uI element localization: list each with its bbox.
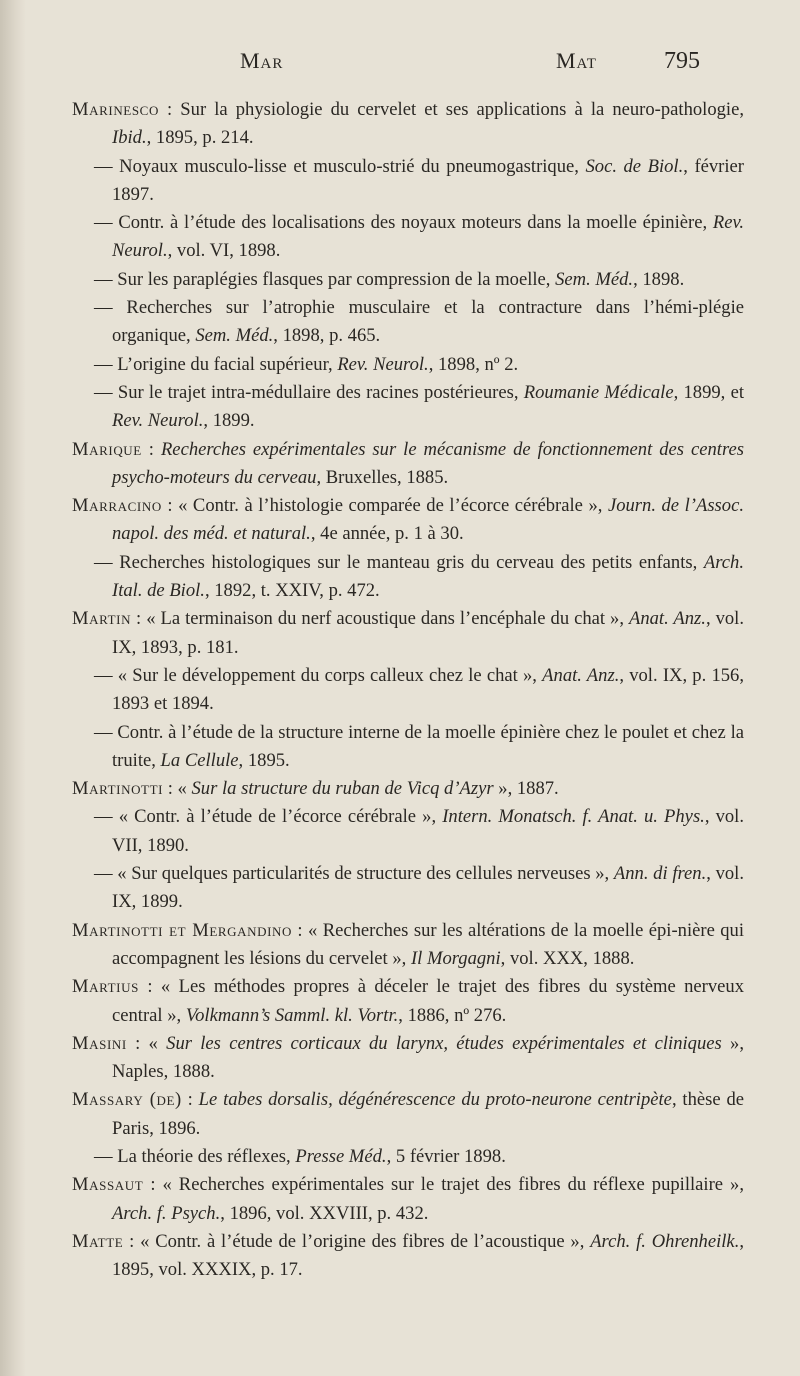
citation-text: : « Recherches sur les altérations de la moelle épi-nière qui accompagnent les lésions du cervelet », bbox=[112, 919, 745, 969]
bibliography-subentry bbox=[72, 294, 744, 351]
citation-text: , 1899, et bbox=[673, 381, 745, 403]
citation-text: , 1898, nº 2. bbox=[428, 353, 519, 375]
citation-text: : « bbox=[163, 778, 192, 800]
citation-text: : bbox=[181, 1089, 199, 1111]
citation-text: , 4e année, p. 1 à 30. bbox=[310, 523, 464, 545]
page-edge-shadow bbox=[0, 0, 26, 1376]
citation-text: , 5 février 1898. bbox=[386, 1145, 506, 1167]
work-title: Soc. de Biol. bbox=[585, 155, 684, 177]
citation-text: , 1895, p. 214. bbox=[146, 127, 254, 149]
citation-text: — Noyaux musculo-lisse et musculo-strié du pneumogastrique, bbox=[94, 155, 586, 177]
work-title: Volkmann’s Samml. kl. Vortr. bbox=[185, 1004, 399, 1026]
author-name: Marique bbox=[72, 438, 142, 460]
citation-text: : « Recherches expérimentales sur le trajet des fibres du réflexe pupillaire », bbox=[143, 1174, 744, 1196]
bibliography-subentry bbox=[72, 549, 744, 606]
citation-text: — Contr. à l’étude de la structure interne de la moelle épinière chez le poulet et chez la truite, bbox=[94, 721, 744, 771]
bibliography-entry bbox=[72, 1171, 744, 1228]
work-title: Recherches expérimentales sur le mécanisme de fonctionnement des centres psycho-moteurs du cerveau bbox=[112, 438, 744, 488]
bibliography-entry bbox=[72, 1030, 744, 1087]
citation-text: , 1895. bbox=[238, 749, 290, 771]
citation-text: , Bruxelles, 1885. bbox=[316, 466, 449, 488]
citation-text: , 1899. bbox=[203, 410, 255, 432]
bibliography-subentry bbox=[72, 803, 744, 860]
citation-text: — Sur les paraplégies flasques par compression de la moelle, bbox=[94, 268, 556, 290]
work-title: Presse Méd. bbox=[295, 1145, 387, 1167]
citation-text: — Contr. à l’étude des localisations des noyaux moteurs dans la moelle épinière, bbox=[94, 212, 713, 234]
citation-text: — Sur le trajet intra-médullaire des racines postérieures, bbox=[94, 381, 524, 403]
citation-text: , 1898, p. 465. bbox=[273, 325, 381, 347]
citation-text: , février 1897. bbox=[112, 155, 744, 205]
citation-text: , vol. IX, 1899. bbox=[112, 863, 744, 913]
citation-text: , thèse de Paris, 1896. bbox=[112, 1089, 744, 1139]
bibliography-subentry bbox=[72, 266, 744, 294]
bibliography-subentry bbox=[72, 719, 744, 776]
bibliography-subentry bbox=[72, 379, 744, 436]
citation-text: : Sur la physiologie du cervelet et ses applications à la neuro-pathologie, bbox=[158, 99, 744, 120]
citation-text: — L’origine du facial supérieur, bbox=[94, 353, 338, 375]
work-title: Anat. Anz. bbox=[628, 608, 706, 630]
citation-text: , 1896, vol. XXVIII, p. 432. bbox=[220, 1202, 429, 1224]
citation-text: , vol. VI, 1898. bbox=[167, 240, 281, 262]
bibliography-entry bbox=[72, 492, 744, 549]
work-title: Il Morgagni bbox=[410, 947, 501, 969]
page-number: 795 bbox=[664, 48, 700, 74]
bibliography-entry bbox=[72, 1228, 744, 1285]
author-name: Masini bbox=[72, 1032, 127, 1054]
bibliography-subentry bbox=[72, 1143, 744, 1171]
work-title: Intern. Monatsch. f. Anat. u. Phys. bbox=[442, 806, 705, 828]
work-title: Sem. Méd. bbox=[555, 268, 634, 290]
work-title: Arch. f. Psych. bbox=[112, 1202, 221, 1224]
work-title: Arch. Ital. de Biol. bbox=[112, 551, 744, 602]
bibliography-entry bbox=[72, 775, 744, 803]
citation-text: : « Contr. à l’histologie comparée de l’écorce cérébrale », bbox=[161, 495, 608, 517]
citation-text: — « Sur le développement du corps calleux chez le chat », bbox=[94, 664, 543, 686]
citation-text: — « Contr. à l’étude de l’écorce cérébrale », bbox=[94, 806, 443, 828]
work-title: Roumanie Médicale bbox=[523, 381, 674, 403]
work-title: Sur les centres corticaux du larynx, études expérimentales et cliniques bbox=[166, 1032, 722, 1054]
bibliography-subentry bbox=[72, 209, 744, 266]
bibliography-subentry bbox=[72, 351, 744, 379]
running-header bbox=[0, 48, 800, 88]
work-title: Le tabes dorsalis, dégénérescence du proto-neurone centripète bbox=[198, 1089, 672, 1111]
citation-text: », 1887. bbox=[493, 778, 559, 800]
author-name: Marracino bbox=[72, 495, 162, 517]
work-title: La Cellule bbox=[160, 749, 239, 771]
bibliography-subentry bbox=[72, 662, 744, 719]
citation-text: : bbox=[141, 438, 161, 460]
citation-text: , vol. XXX, 1888. bbox=[500, 947, 635, 969]
citation-text: », Naples, 1888. bbox=[112, 1032, 744, 1083]
citation-text: , 1895, vol. XXXIX, p. 17. bbox=[112, 1230, 744, 1281]
citation-text: : « La terminaison du nerf acoustique dans l’encéphale du chat », bbox=[131, 608, 629, 630]
citation-text: : « bbox=[126, 1032, 167, 1054]
author-name: Marinesco bbox=[72, 99, 159, 120]
work-title: Ibid. bbox=[112, 127, 147, 149]
work-title: Anat. Anz. bbox=[542, 664, 620, 686]
work-title: Sur la structure du ruban de Vicq d’Azyr bbox=[191, 778, 494, 800]
citation-text: , 1892, t. XXIV, p. 472. bbox=[204, 580, 380, 602]
citation-text: — Recherches sur l’atrophie musculaire et la contracture dans l’hémi-plégie organique, bbox=[94, 297, 744, 347]
bibliography-entry bbox=[72, 436, 744, 493]
author-name: Martinotti et Mergandino bbox=[72, 919, 292, 941]
work-title: Sem. Méd. bbox=[195, 325, 274, 347]
citation-text: , 1886, nº 276. bbox=[398, 1004, 507, 1026]
citation-text: — La théorie des réflexes, bbox=[94, 1145, 296, 1167]
citation-text: : « Les méthodes propres à déceler le trajet des fibres du système nerveux central », bbox=[112, 976, 744, 1026]
bibliography-entry bbox=[72, 605, 744, 662]
work-title: Rev. Neurol. bbox=[337, 353, 429, 375]
bibliography-entry bbox=[72, 917, 744, 974]
citation-text: — « Sur quelques particularités de structure des cellules nerveuses », bbox=[94, 863, 614, 885]
bibliography-list bbox=[72, 96, 744, 1284]
bibliography-subentry bbox=[72, 153, 744, 210]
bibliography-entry bbox=[72, 1086, 744, 1143]
running-head-right: Mat bbox=[556, 48, 597, 73]
bibliography-entry bbox=[72, 973, 744, 1030]
work-title: Rev. Neurol. bbox=[112, 410, 204, 432]
bibliography-subentry bbox=[72, 860, 744, 917]
author-name: Martius bbox=[72, 976, 139, 998]
author-name: Martinotti bbox=[72, 778, 164, 800]
citation-text: , 1898. bbox=[633, 268, 685, 290]
work-title: Journ. de l’Assoc. napol. des méd. et natural. bbox=[112, 495, 744, 545]
bibliography-entry bbox=[72, 96, 744, 153]
running-head-left: Mar bbox=[240, 48, 284, 73]
citation-text: — Recherches histologiques sur le manteau gris du cerveau des petits enfants, bbox=[94, 551, 704, 573]
author-name: Massaut bbox=[72, 1174, 144, 1196]
work-title: Rev. Neurol. bbox=[112, 212, 744, 262]
citation-text: , vol. IX, p. 156, 1893 et 1894. bbox=[112, 664, 745, 715]
citation-text: , vol. IX, 1893, p. 181. bbox=[112, 608, 744, 658]
work-title: Arch. f. Ohrenheilk. bbox=[590, 1230, 740, 1252]
citation-text: : « Contr. à l’étude de l’origine des fibres de l’acoustique », bbox=[123, 1230, 591, 1252]
author-name: Martin bbox=[72, 608, 132, 630]
citation-text: , vol. VII, 1890. bbox=[112, 806, 744, 856]
author-name: Massary (de) bbox=[72, 1089, 182, 1111]
work-title: Ann. di fren. bbox=[613, 863, 707, 885]
author-name: Matte bbox=[72, 1230, 124, 1252]
